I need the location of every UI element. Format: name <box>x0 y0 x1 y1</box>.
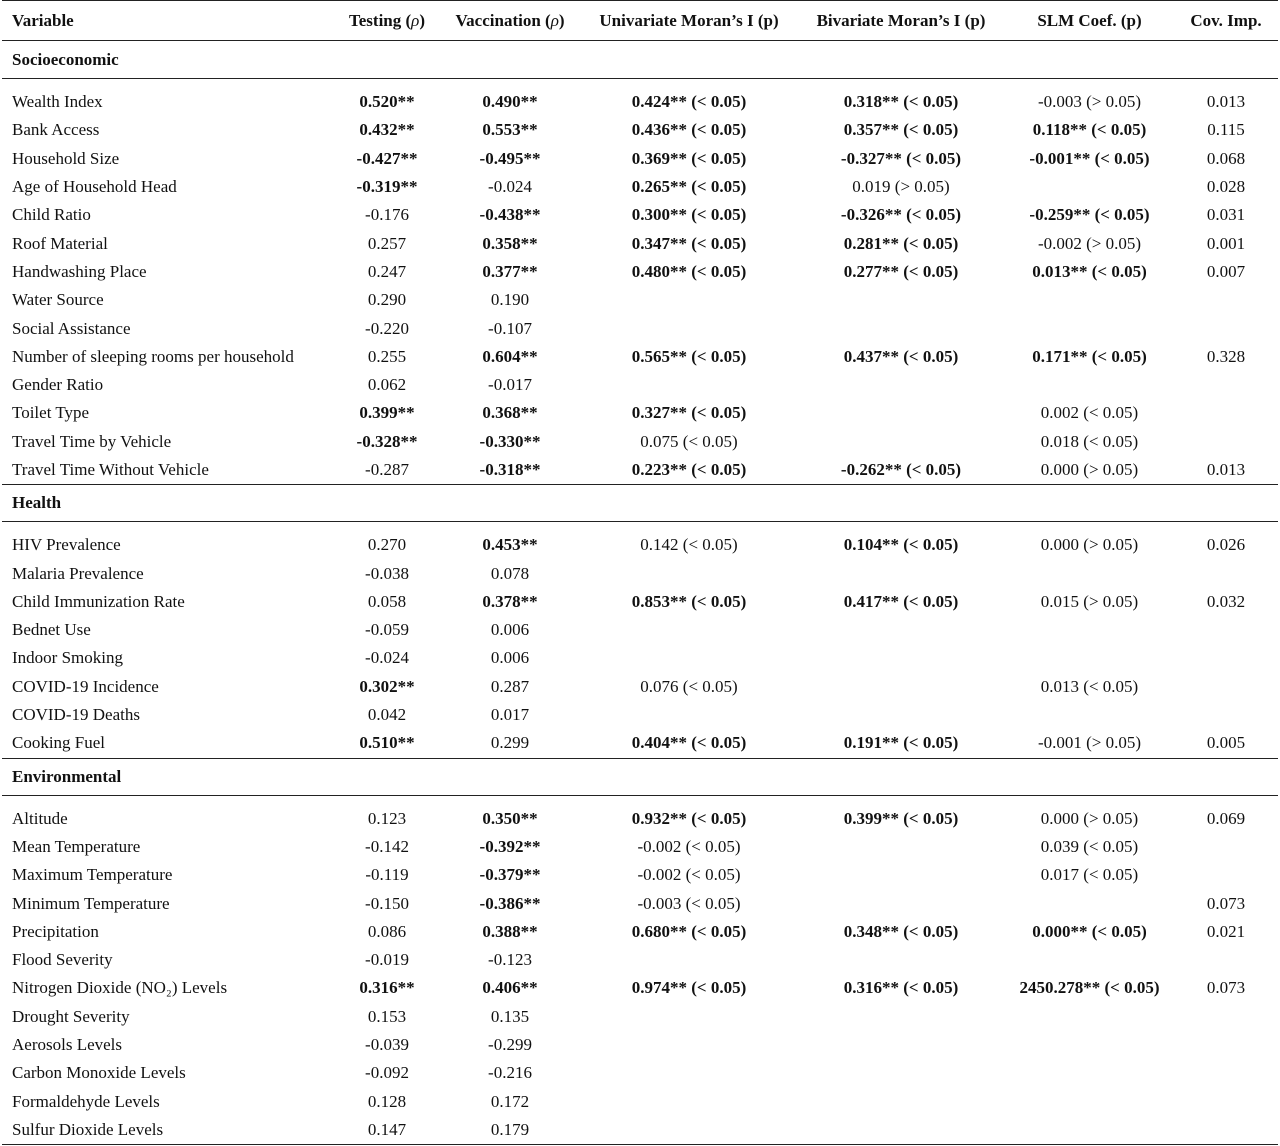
cell-variable: Age of Household Head <box>12 177 177 197</box>
cell-bivariate <box>800 946 1002 974</box>
cell-bivariate <box>800 314 1002 342</box>
cell-slm <box>1002 616 1177 644</box>
cell-cov: 0.007 <box>1206 261 1246 281</box>
cell-univariate <box>580 1088 798 1116</box>
table-row <box>2 1116 1278 1145</box>
cell-vaccination: 0.287 <box>490 676 530 696</box>
cell-testing: -0.019 <box>365 950 409 970</box>
cell-slm: 0.000 (> 0.05) <box>1040 460 1139 479</box>
cell-testing: 0.316** <box>359 978 415 998</box>
cell-bivariate: 0.437** (< 0.05) <box>843 346 959 366</box>
header-bivariate: Bivariate Moran’s I (p) <box>816 10 986 30</box>
cell-univariate: 0.076 (< 0.05) <box>640 676 738 696</box>
cell-testing: -0.427** <box>356 148 418 168</box>
cell-vaccination: 0.135 <box>490 1006 530 1026</box>
table-row <box>2 805 1278 833</box>
cell-variable: Wealth Index <box>12 92 103 112</box>
cell-bivariate: -0.262** (< 0.05) <box>840 460 962 479</box>
cell-cov <box>1178 701 1274 729</box>
cell-univariate: 0.327** (< 0.05) <box>631 403 747 423</box>
cell-univariate <box>580 314 798 342</box>
cell-testing: -0.150 <box>365 893 409 913</box>
table-row <box>2 145 1278 173</box>
cell-slm: 0.013** (< 0.05) <box>1032 261 1147 281</box>
cell-bivariate <box>800 1116 1002 1144</box>
cell-bivariate <box>800 833 1002 861</box>
cell-bivariate: 0.417** (< 0.05) <box>843 591 959 611</box>
cell-vaccination: -0.318** <box>479 460 541 479</box>
cell-vaccination: 0.368** <box>482 403 538 423</box>
table-row <box>2 88 1278 116</box>
table-row <box>2 918 1278 946</box>
cell-testing: 0.432** <box>359 120 415 140</box>
cell-variable: Child Ratio <box>12 205 91 225</box>
cell-vaccination: -0.107 <box>488 318 532 338</box>
table-row <box>2 343 1278 371</box>
cell-univariate <box>580 286 798 314</box>
cell-bivariate: -0.327** (< 0.05) <box>840 148 962 168</box>
cell-variable: Travel Time by Vehicle <box>12 431 172 451</box>
cell-slm <box>1002 889 1177 917</box>
table-body <box>2 41 1278 1145</box>
cell-cov <box>1178 399 1274 427</box>
cell-cov <box>1178 559 1274 587</box>
cell-testing: -0.176 <box>365 205 409 225</box>
cell-slm: 0.000 (> 0.05) <box>1040 535 1139 555</box>
table-row <box>2 861 1278 889</box>
cell-bivariate <box>800 673 1002 701</box>
table-row <box>2 314 1278 342</box>
cell-slm: 0.000** (< 0.05) <box>1032 921 1147 941</box>
table-row <box>2 559 1278 587</box>
cell-bivariate <box>800 428 1002 456</box>
cell-variable: Indoor Smoking <box>12 648 123 668</box>
cell-bivariate <box>800 1003 1002 1031</box>
cell-univariate: 0.300** (< 0.05) <box>631 205 747 225</box>
cell-slm: 0.118** (< 0.05) <box>1032 120 1147 140</box>
cell-testing: -0.092 <box>365 1063 409 1083</box>
section-title: Health <box>12 493 62 513</box>
cell-bivariate <box>800 1031 1002 1059</box>
cell-bivariate: 0.316** (< 0.05) <box>843 978 959 998</box>
cell-univariate <box>580 371 798 399</box>
cell-univariate: 0.223** (< 0.05) <box>631 460 747 479</box>
table-row <box>2 889 1278 917</box>
table-row <box>2 428 1278 456</box>
cell-vaccination: 0.350** <box>482 808 538 828</box>
cell-testing: -0.059 <box>365 620 409 640</box>
table-row <box>2 201 1278 229</box>
cell-bivariate <box>800 644 1002 672</box>
cell-bivariate <box>800 286 1002 314</box>
cell-variable: Gender Ratio <box>12 375 104 395</box>
cell-variable: Mean Temperature <box>12 836 141 856</box>
cell-univariate: 0.974** (< 0.05) <box>631 978 747 998</box>
cell-vaccination: -0.017 <box>488 375 532 395</box>
cell-variable: Number of sleeping rooms per household <box>12 346 294 366</box>
cell-cov: 0.073 <box>1206 978 1246 998</box>
cell-cov <box>1178 314 1274 342</box>
cell-variable: Formaldehyde Levels <box>12 1091 160 1111</box>
table-row <box>2 399 1278 427</box>
cell-vaccination: -0.386** <box>479 893 541 913</box>
header-variable: Variable <box>12 10 74 30</box>
table-row <box>2 173 1278 201</box>
cell-cov: 0.328 <box>1206 346 1246 366</box>
cell-bivariate <box>800 559 1002 587</box>
cell-variable: Bednet Use <box>12 620 91 640</box>
header-cov-imp: Cov. Imp. <box>1190 10 1262 30</box>
cell-testing: -0.287 <box>365 460 409 479</box>
cell-vaccination: -0.024 <box>488 177 532 197</box>
cell-slm <box>1002 946 1177 974</box>
cell-univariate: 0.347** (< 0.05) <box>631 233 747 253</box>
cell-univariate: 0.480** (< 0.05) <box>631 261 747 281</box>
cell-slm: 0.000 (> 0.05) <box>1040 808 1139 828</box>
cell-cov <box>1178 833 1274 861</box>
cell-testing: -0.220 <box>365 318 409 338</box>
cell-cov <box>1178 1003 1274 1031</box>
cell-cov <box>1178 644 1274 672</box>
cell-testing: -0.328** <box>356 431 418 451</box>
cell-slm: 0.013 (< 0.05) <box>1040 676 1139 696</box>
section-spacer <box>2 79 1278 88</box>
cell-univariate <box>580 559 798 587</box>
cell-univariate <box>580 1003 798 1031</box>
cell-bivariate: 0.281** (< 0.05) <box>843 233 959 253</box>
cell-bivariate: 0.191** (< 0.05) <box>843 733 959 753</box>
cell-univariate: 0.853** (< 0.05) <box>631 591 747 611</box>
cell-univariate: 0.404** (< 0.05) <box>631 733 747 753</box>
cell-variable: Malaria Prevalence <box>12 563 144 583</box>
cell-univariate <box>580 701 798 729</box>
cell-univariate: 0.932** (< 0.05) <box>631 808 747 828</box>
table-header <box>2 0 1278 41</box>
cell-vaccination: -0.495** <box>479 148 541 168</box>
table-row <box>2 701 1278 729</box>
cell-slm <box>1002 173 1177 201</box>
section-title: Environmental <box>12 766 122 786</box>
cell-cov <box>1178 1059 1274 1087</box>
section-title: Socioeconomic <box>12 49 119 69</box>
cell-slm: 0.171** (< 0.05) <box>1032 346 1147 366</box>
cell-bivariate: 0.104** (< 0.05) <box>843 535 959 555</box>
table-row <box>2 229 1278 257</box>
cell-variable: Toilet Type <box>12 403 90 423</box>
section-header <box>2 41 1278 79</box>
cell-variable: Travel Time Without Vehicle <box>12 460 209 479</box>
cell-vaccination: 0.378** <box>482 591 538 611</box>
header-testing: Testing ( ρ ) <box>348 10 426 30</box>
cell-slm: 2450.278** (< 0.05) <box>1019 978 1160 998</box>
cell-vaccination: -0.216 <box>488 1063 532 1083</box>
cell-cov: 0.073 <box>1206 893 1246 913</box>
cell-cov: 0.032 <box>1206 591 1246 611</box>
cell-univariate <box>580 644 798 672</box>
cell-bivariate <box>800 1059 1002 1087</box>
cell-univariate: 0.424** (< 0.05) <box>631 92 747 112</box>
cell-testing: -0.024 <box>365 648 409 668</box>
cell-variable: COVID-19 Incidence <box>12 676 159 696</box>
cell-vaccination: -0.123 <box>488 950 532 970</box>
cell-cov: 0.021 <box>1206 921 1246 941</box>
table-row <box>2 286 1278 314</box>
cell-slm <box>1002 1116 1177 1144</box>
cell-variable: Roof Material <box>12 233 108 253</box>
cell-cov <box>1178 946 1274 974</box>
section-spacer <box>2 796 1278 805</box>
cell-variable: Bank Access <box>12 120 100 140</box>
cell-variable: Drought Severity <box>12 1006 130 1026</box>
cell-vaccination: -0.392** <box>479 836 541 856</box>
cell-testing: -0.142 <box>365 836 409 856</box>
table-row <box>2 644 1278 672</box>
cell-variable: Flood Severity <box>12 950 113 970</box>
cell-testing: 0.270 <box>367 535 407 555</box>
cell-testing: 0.042 <box>367 705 407 725</box>
cell-vaccination: 0.172 <box>490 1091 530 1111</box>
cell-bivariate: 0.348** (< 0.05) <box>843 921 959 941</box>
cell-variable: COVID-19 Deaths <box>12 705 140 725</box>
table-row <box>2 258 1278 286</box>
cell-bivariate <box>800 701 1002 729</box>
cell-vaccination: -0.299 <box>488 1035 532 1055</box>
cell-univariate <box>580 616 798 644</box>
table-row <box>2 673 1278 701</box>
cell-slm <box>1002 314 1177 342</box>
cell-slm <box>1002 559 1177 587</box>
table-row <box>2 588 1278 616</box>
cell-bivariate: 0.019 (> 0.05) <box>852 177 950 197</box>
cell-slm: -0.001** (< 0.05) <box>1029 148 1150 168</box>
cell-variable: Carbon Monoxide Levels <box>12 1063 186 1083</box>
cell-cov <box>1178 428 1274 456</box>
cell-variable: Child Immunization Rate <box>12 591 185 611</box>
cell-cov: 0.026 <box>1206 535 1246 555</box>
cell-vaccination: 0.553** <box>482 120 538 140</box>
cell-variable: Precipitation <box>12 921 99 941</box>
cell-cov <box>1178 371 1274 399</box>
section-header <box>2 758 1278 796</box>
cell-cov <box>1178 286 1274 314</box>
cell-vaccination: -0.330** <box>479 431 541 451</box>
cell-slm <box>1002 1088 1177 1116</box>
cell-vaccination: 0.190 <box>490 290 530 310</box>
cell-cov <box>1178 1116 1274 1144</box>
cell-slm: 0.015 (> 0.05) <box>1040 591 1139 611</box>
cell-vaccination: 0.078 <box>490 563 530 583</box>
table-row <box>2 456 1278 484</box>
cell-slm: 0.017 (< 0.05) <box>1040 865 1139 885</box>
cell-cov: 0.013 <box>1206 92 1246 112</box>
cell-testing: 0.153 <box>367 1006 407 1026</box>
cell-bivariate: 0.318** (< 0.05) <box>843 92 959 112</box>
cell-univariate <box>580 1059 798 1087</box>
cell-testing: 0.123 <box>367 808 407 828</box>
cell-slm: 0.002 (< 0.05) <box>1040 403 1139 423</box>
table-row <box>2 1059 1278 1087</box>
cell-variable: Aerosols Levels <box>12 1035 123 1055</box>
section-spacer <box>2 522 1278 531</box>
cell-cov: 0.115 <box>1207 120 1245 140</box>
cell-bivariate: 0.357** (< 0.05) <box>843 120 959 140</box>
cell-vaccination: 0.006 <box>490 620 530 640</box>
cell-univariate: 0.436** (< 0.05) <box>631 120 747 140</box>
cell-cov: 0.013 <box>1206 460 1246 479</box>
cell-vaccination: 0.377** <box>482 261 538 281</box>
section-header <box>2 484 1278 522</box>
cell-cov <box>1178 1088 1274 1116</box>
cell-vaccination: 0.490** <box>482 92 538 112</box>
cell-testing: 0.302** <box>359 676 415 696</box>
cell-testing: 0.290 <box>367 290 407 310</box>
cell-variable: HIV Prevalence <box>12 535 121 555</box>
cell-univariate: -0.002 (< 0.05) <box>637 865 741 885</box>
results-table <box>2 0 1278 1145</box>
cell-testing: 0.510** <box>359 733 415 753</box>
cell-univariate: 0.142 (< 0.05) <box>640 535 738 555</box>
cell-slm <box>1002 371 1177 399</box>
cell-cov: 0.068 <box>1206 148 1246 168</box>
cell-testing: 0.147 <box>367 1119 407 1139</box>
cell-vaccination: 0.453** <box>482 535 538 555</box>
cell-vaccination: 0.358** <box>482 233 538 253</box>
table-row <box>2 946 1278 974</box>
table-row <box>2 729 1278 757</box>
cell-variable: Altitude <box>12 808 68 828</box>
cell-cov: 0.031 <box>1206 205 1246 225</box>
cell-cov: 0.005 <box>1206 733 1246 753</box>
cell-variable: Nitrogen Dioxide (NO₂) Levels <box>12 978 228 998</box>
table-row <box>2 1003 1278 1031</box>
cell-slm: -0.259** (< 0.05) <box>1029 205 1150 225</box>
cell-cov: 0.028 <box>1206 177 1246 197</box>
cell-variable: Handwashing Place <box>12 261 147 281</box>
cell-testing: 0.520** <box>359 92 415 112</box>
cell-bivariate: -0.326** (< 0.05) <box>840 205 962 225</box>
header-slm: SLM Coef. (p) <box>1037 10 1142 30</box>
cell-slm <box>1002 644 1177 672</box>
cell-univariate <box>580 1031 798 1059</box>
cell-variable: Social Assistance <box>12 318 131 338</box>
header-vaccination: Vaccination ( ρ ) <box>455 10 565 30</box>
table-row <box>2 1031 1278 1059</box>
cell-bivariate: 0.399** (< 0.05) <box>843 808 959 828</box>
cell-vaccination: 0.406** <box>482 978 538 998</box>
cell-univariate: -0.003 (< 0.05) <box>637 893 741 913</box>
cell-variable: Minimum Temperature <box>12 893 170 913</box>
cell-testing: 0.062 <box>367 375 407 395</box>
cell-testing: 0.247 <box>367 261 407 281</box>
cell-bivariate <box>800 889 1002 917</box>
cell-testing: -0.038 <box>365 563 409 583</box>
table-row <box>2 531 1278 559</box>
cell-variable: Household Size <box>12 148 120 168</box>
table-row <box>2 371 1278 399</box>
cell-slm <box>1002 1031 1177 1059</box>
cell-slm: -0.002 (> 0.05) <box>1037 233 1142 253</box>
cell-testing: 0.086 <box>367 921 407 941</box>
cell-vaccination: 0.017 <box>490 705 530 725</box>
cell-variable: Sulfur Dioxide Levels <box>12 1119 164 1139</box>
cell-univariate: -0.002 (< 0.05) <box>637 836 741 856</box>
cell-slm <box>1002 1059 1177 1087</box>
cell-cov <box>1178 1031 1274 1059</box>
cell-testing: 0.058 <box>367 591 407 611</box>
cell-univariate <box>580 946 798 974</box>
cell-univariate <box>580 1116 798 1144</box>
cell-slm: -0.003 (> 0.05) <box>1037 92 1142 112</box>
cell-testing: 0.255 <box>367 346 407 366</box>
cell-slm <box>1002 1003 1177 1031</box>
cell-cov <box>1178 673 1274 701</box>
cell-vaccination: -0.438** <box>479 205 541 225</box>
cell-bivariate <box>800 1088 1002 1116</box>
cell-univariate: 0.265** (< 0.05) <box>631 177 747 197</box>
cell-slm <box>1002 286 1177 314</box>
cell-vaccination: 0.604** <box>482 346 538 366</box>
cell-vaccination: 0.299 <box>490 733 530 753</box>
cell-univariate: 0.075 (< 0.05) <box>640 431 738 451</box>
cell-univariate: 0.680** (< 0.05) <box>631 921 747 941</box>
cell-vaccination: 0.006 <box>490 648 530 668</box>
table-row <box>2 616 1278 644</box>
cell-variable: Water Source <box>12 290 104 310</box>
cell-testing: -0.319** <box>356 177 418 197</box>
cell-testing: 0.128 <box>367 1091 407 1111</box>
cell-vaccination: -0.379** <box>479 865 541 885</box>
cell-slm <box>1002 701 1177 729</box>
cell-variable: Cooking Fuel <box>12 733 106 753</box>
cell-cov <box>1178 616 1274 644</box>
table-row <box>2 116 1278 144</box>
cell-testing: 0.399** <box>359 403 415 423</box>
cell-cov: 0.069 <box>1206 808 1246 828</box>
cell-cov: 0.001 <box>1206 233 1246 253</box>
cell-testing: 0.257 <box>367 233 407 253</box>
header-univariate: Univariate Moran’s I (p) <box>599 10 779 30</box>
table-row <box>2 1088 1278 1116</box>
cell-bivariate: 0.277** (< 0.05) <box>843 261 959 281</box>
cell-univariate: 0.565** (< 0.05) <box>631 346 747 366</box>
cell-cov <box>1178 861 1274 889</box>
cell-testing: -0.119 <box>365 865 409 885</box>
cell-bivariate <box>800 399 1002 427</box>
cell-slm: 0.018 (< 0.05) <box>1040 431 1139 451</box>
cell-testing: -0.039 <box>365 1035 409 1055</box>
cell-bivariate <box>800 861 1002 889</box>
table-row <box>2 974 1278 1002</box>
cell-slm: 0.039 (< 0.05) <box>1040 836 1139 856</box>
cell-vaccination: 0.179 <box>490 1119 530 1139</box>
cell-slm: -0.001 (> 0.05) <box>1037 733 1142 753</box>
cell-bivariate <box>800 371 1002 399</box>
cell-variable: Maximum Temperature <box>12 865 173 885</box>
cell-vaccination: 0.388** <box>482 921 538 941</box>
table-row <box>2 833 1278 861</box>
cell-univariate: 0.369** (< 0.05) <box>631 148 747 168</box>
cell-bivariate <box>800 616 1002 644</box>
